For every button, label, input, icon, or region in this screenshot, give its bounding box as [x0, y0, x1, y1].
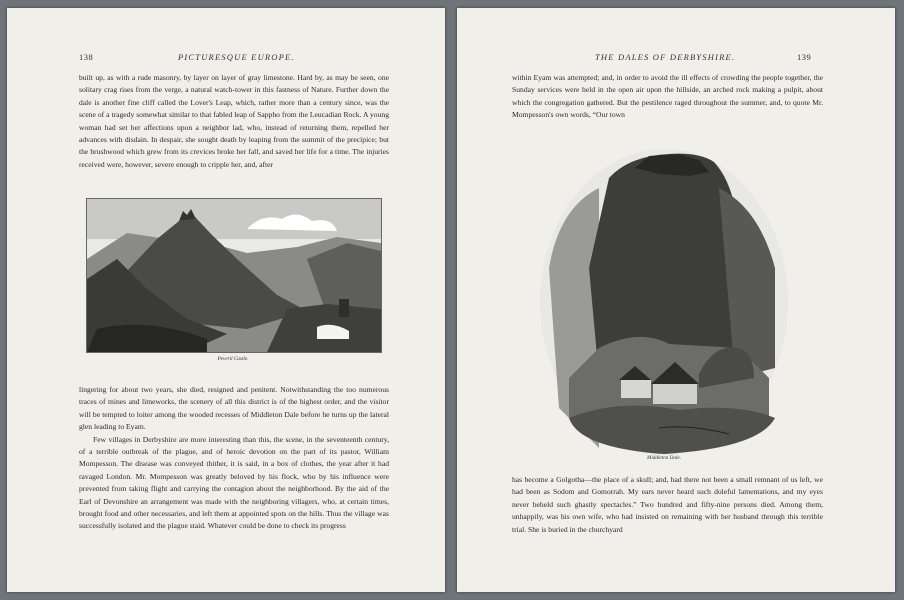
peveril-castle-illustration	[86, 198, 382, 353]
left-page	[7, 8, 445, 592]
page-number-left: 138	[79, 52, 94, 62]
right-paragraph-2: has become a Golgotha—the place of a skull; and, had there not been a small remnant of us left, we had been as Sodom and Gomorrah. My ears never heard such doleful lamentations, and my eyes never beheld such ghastly spectacles.” Two hundred and fifty-nine persons died. Among them, unhappily, was his own wife, who had insisted on remaining with her husband through this terrible trial. She is buried in the churchyard	[512, 475, 823, 534]
left-paragraph-3: Few villages in Derbyshire are more interesting than this, the scene, in the seventeenth century, of a terrible outbreak of the plague, and of heroic devotion on the part of its pastor, William Mompesson. The disease was conveyed thither, it is said, in a box of clothes, the year after it had ravaged London. Mr. Mompesson was greatly beloved by his flock, who by his influence were prevented from taking flight and carrying the contagion about the neighborhood. By the aid of the Earl of Devonshire an arrangement was made with the neighboring villagers, who, at certain times, brought food and other necessaries, and left them at appointed spots on the hills. Thus the village was successfully isolated and the plague staid. Whatever could be done to check its progress	[79, 434, 389, 531]
right-paragraph-1: within Eyam was attempted; and, in order to avoid the ill effects of crowding the people together, the Sunday services were held in the open air upon the hillside, an arched rock making a pulpit, about which the congregation gathered. But the pestilence raged throughout the summer, and, to quote Mr. Mompesson's own words, “Our town	[512, 73, 823, 120]
peveril-castle-caption: Peveril Castle.	[217, 356, 249, 362]
left-text-bottom	[79, 384, 389, 533]
middleton-dale-caption: Middleton Dale.	[647, 455, 681, 461]
running-head-left: PICTURESQUE EUROPE.	[178, 52, 295, 62]
left-paragraph-1: built up, as with a rude masonry, by layer on layer of gray limestone. Hard by, as may be seen, one solitary crag rises from the verge, a natural watch-tower in this fastness of Nature. Further down the dale is another fine cliff called the Lover's Leap, which, rather more than a century since, was the scene of a tragedy somewhat similar to that fabled leap of Sappho from the Leucadian Rock. A young woman had set her affections upon a neighbor lad, who, instead of returning them, repelled her advances with disdain. In despair, she sought death by leaping from the summit of the precipice; but the brushwood which grew from its crevices broke her fall, and saved her life for a time. The injuries received were, however, severe enough to cripple her, and, after	[79, 73, 389, 169]
left-paragraph-2: lingering for about two years, she died, resigned and penitent. Notwithstanding the too numerous traces of mines and limeworks, the scenery of all this district is of the highest order, and the visitor will be tempted to loiter among the wooded recesses of Middleton Dale before he turns up the lateral glen leading to Eyam.	[79, 385, 389, 432]
left-text-top	[79, 72, 389, 171]
right-text-bottom	[512, 474, 823, 536]
middleton-dale-illustration	[539, 148, 789, 456]
page-number-right: 139	[797, 52, 812, 62]
right-text-top	[512, 72, 823, 122]
running-head-right: THE DALES OF DERBYSHIRE.	[595, 52, 736, 62]
right-page	[457, 8, 895, 592]
